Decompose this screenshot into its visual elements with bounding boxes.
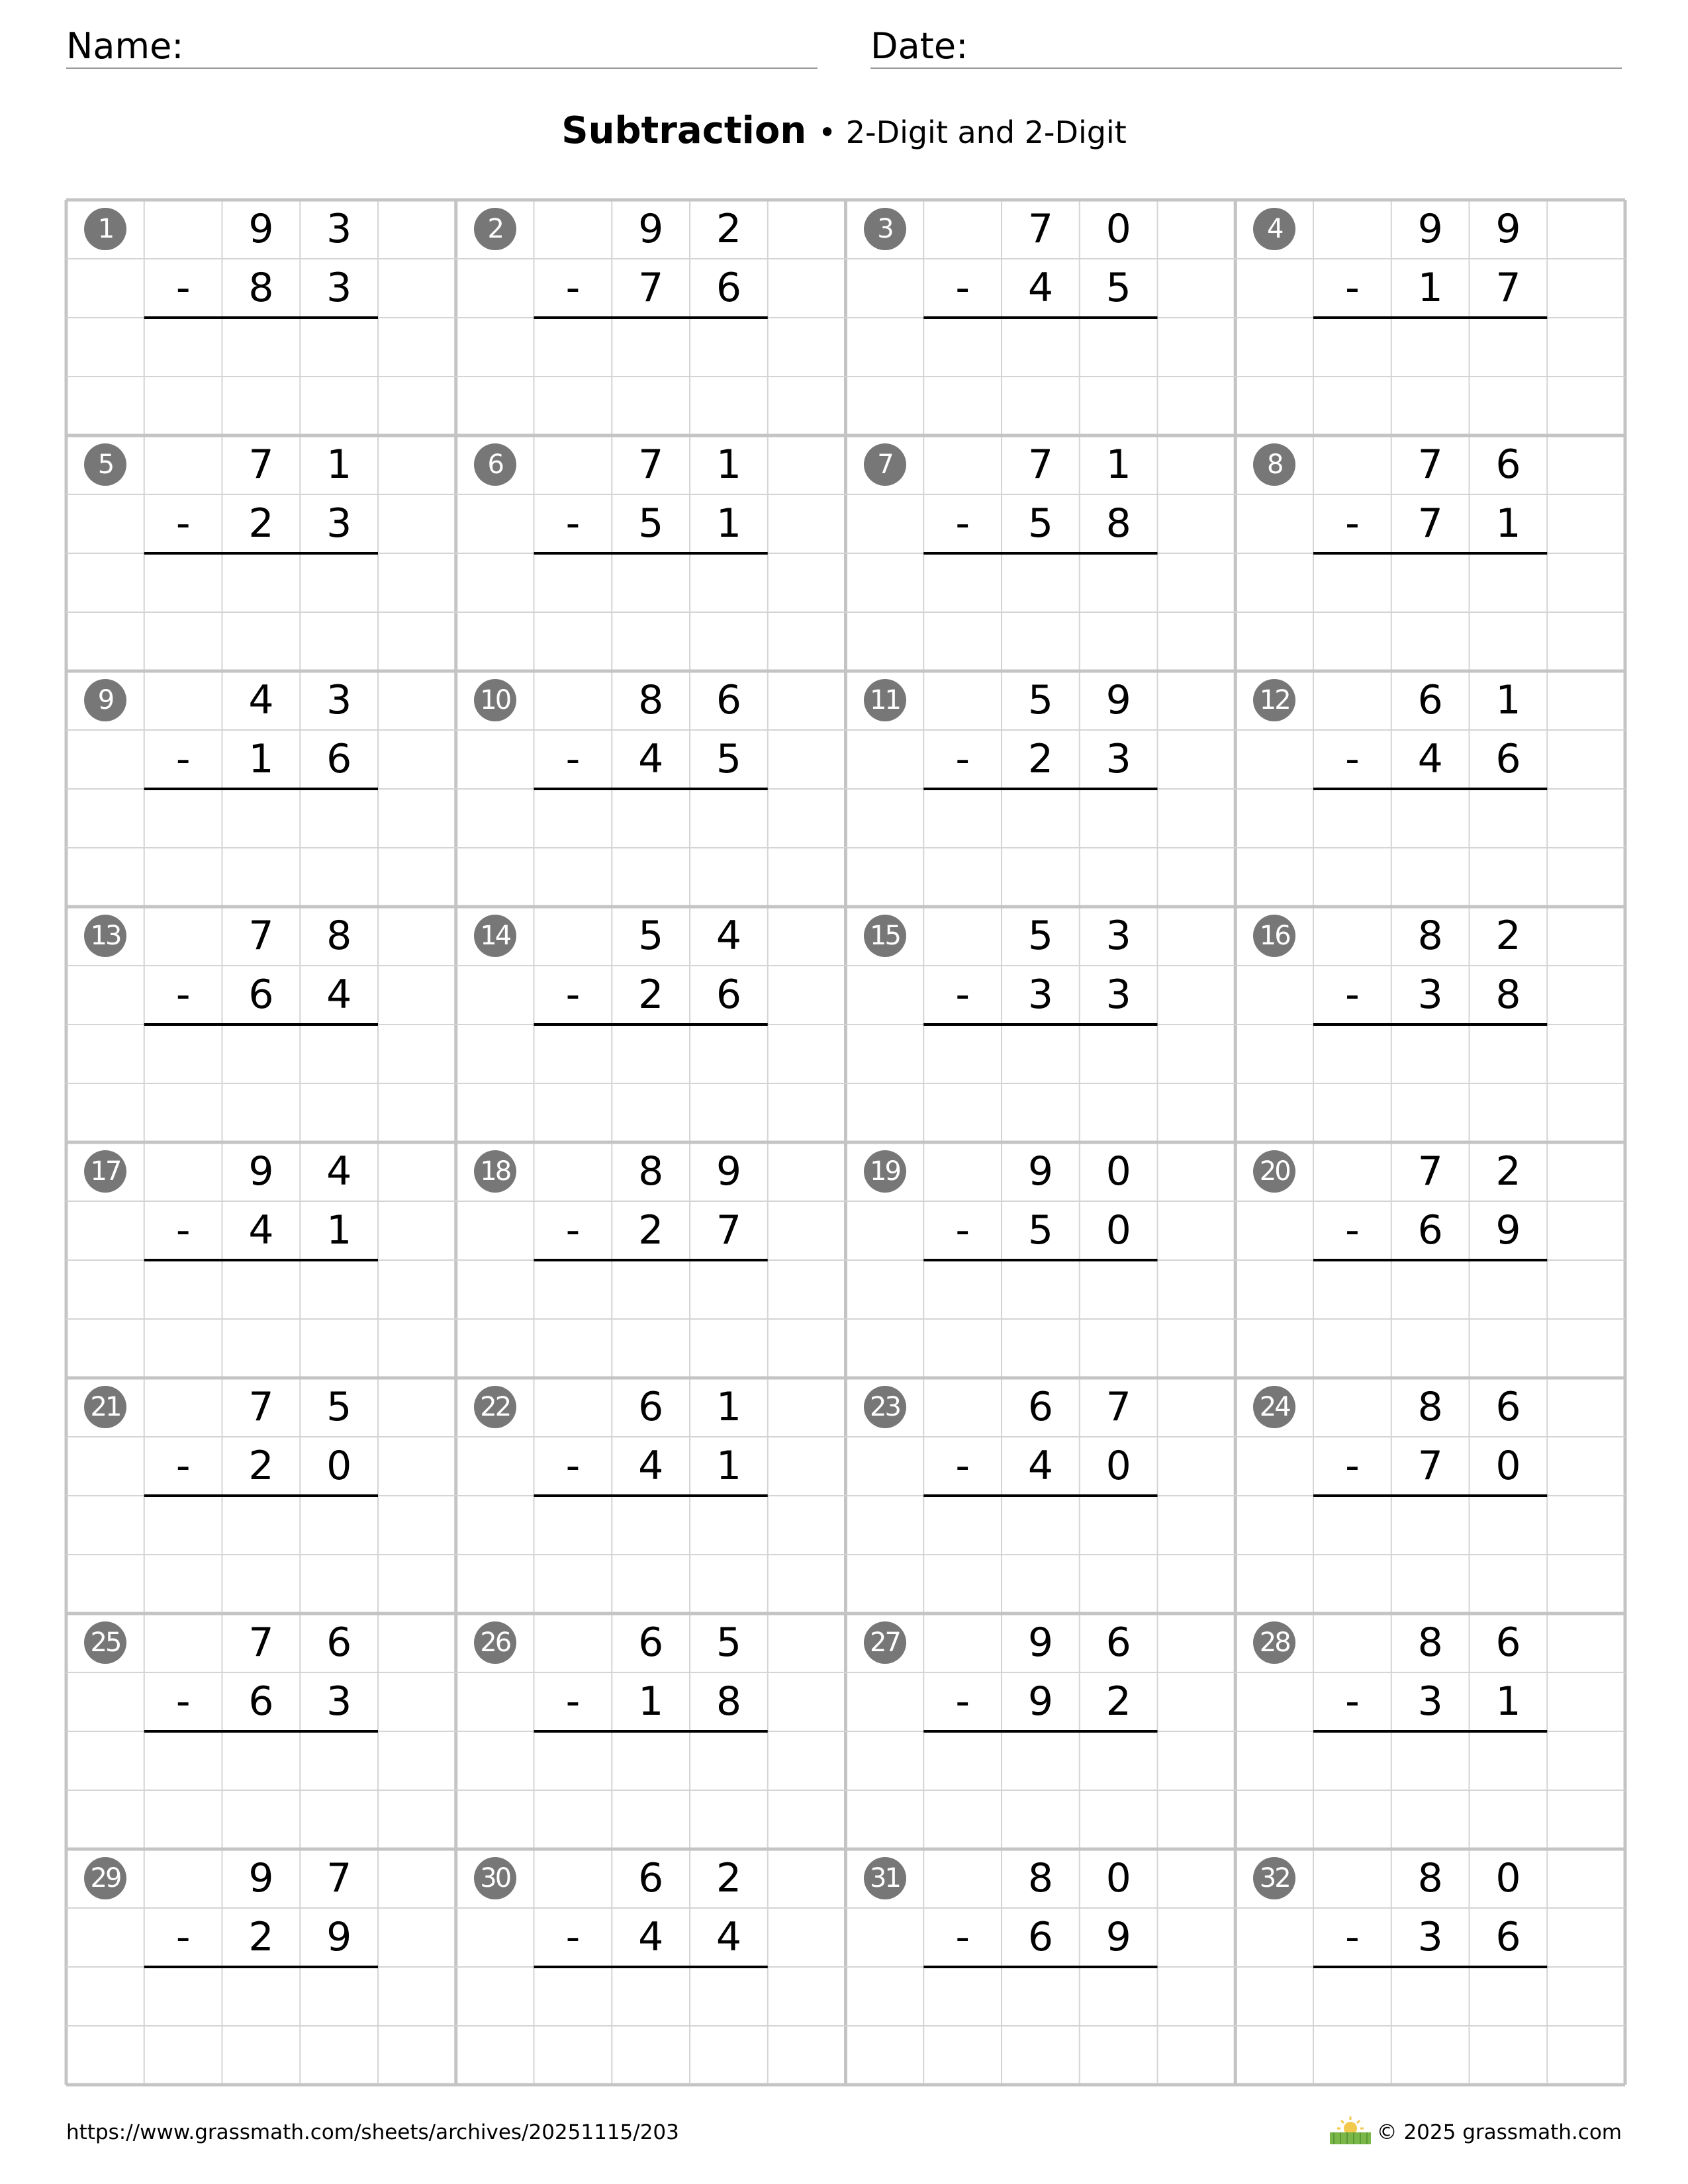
minus-sign: -: [955, 1678, 970, 1725]
problem-number-badge: 16: [1253, 915, 1295, 957]
minuend-tens-digit: 9: [1027, 1148, 1054, 1195]
minuend-tens-digit: 7: [248, 1619, 274, 1666]
minus-sign: -: [565, 500, 581, 547]
minuend-ones-digit: 2: [1495, 913, 1521, 959]
subtrahend-ones-digit: 3: [326, 500, 352, 547]
date-label: Date:: [870, 25, 968, 67]
minuend-ones-digit: 6: [1495, 1619, 1521, 1666]
minuend-tens-digit: 6: [638, 1619, 664, 1666]
subtrahend-tens-digit: 5: [1027, 500, 1054, 547]
problem-number-badge: 4: [1253, 208, 1295, 250]
subtrahend-tens-digit: 8: [248, 265, 274, 311]
problem-number-badge: 12: [1253, 679, 1295, 721]
subtrahend-ones-digit: 3: [326, 265, 352, 311]
subtrahend-ones-digit: 7: [1495, 265, 1521, 311]
minuend-tens-digit: 8: [638, 1148, 664, 1195]
minuend-ones-digit: 3: [326, 206, 352, 252]
minus-sign: -: [175, 1207, 191, 1253]
minuend-tens-digit: 4: [248, 677, 274, 723]
minuend-tens-digit: 6: [1417, 677, 1443, 723]
subtrahend-ones-digit: 5: [1105, 265, 1131, 311]
minuend-ones-digit: 8: [326, 913, 352, 959]
minuend-tens-digit: 9: [248, 1148, 274, 1195]
minus-sign: -: [1345, 736, 1360, 782]
minus-sign: -: [175, 1678, 191, 1725]
minuend-tens-digit: 7: [638, 441, 664, 488]
minuend-tens-digit: 7: [248, 1384, 274, 1430]
subtrahend-tens-digit: 4: [638, 736, 664, 782]
minus-sign: -: [1345, 1207, 1360, 1253]
minus-sign: -: [565, 1678, 581, 1725]
subtrahend-ones-digit: 4: [326, 972, 352, 1018]
problem-number-badge: 14: [474, 915, 516, 957]
minuend-ones-digit: 7: [326, 1855, 352, 1901]
problem-number-badge: 10: [474, 679, 516, 721]
subtrahend-ones-digit: 0: [1105, 1207, 1131, 1253]
minuend-ones-digit: 0: [1105, 206, 1131, 252]
subtrahend-ones-digit: 9: [1105, 1914, 1131, 1960]
minuend-ones-digit: 3: [326, 677, 352, 723]
minuend-tens-digit: 8: [1027, 1855, 1054, 1901]
subtrahend-tens-digit: 4: [1027, 265, 1054, 311]
minuend-ones-digit: 5: [716, 1619, 742, 1666]
problem-number-badge: 32: [1253, 1857, 1295, 1899]
minuend-tens-digit: 7: [1417, 1148, 1443, 1195]
title-main: Subtraction: [561, 109, 807, 152]
subtrahend-tens-digit: 3: [1417, 1678, 1443, 1725]
subtrahend-ones-digit: 2: [1105, 1678, 1131, 1725]
problem-number-badge: 7: [864, 443, 906, 486]
problem-number-badge: 3: [864, 208, 906, 250]
subtrahend-tens-digit: 3: [1417, 1914, 1443, 1960]
minuend-ones-digit: 2: [716, 1855, 742, 1901]
minuend-tens-digit: 8: [1417, 1384, 1443, 1430]
minus-sign: -: [565, 1207, 581, 1253]
name-label: Name:: [66, 25, 184, 67]
minus-sign: -: [955, 972, 970, 1018]
minuend-ones-digit: 2: [1495, 1148, 1521, 1195]
minuend-ones-digit: 5: [326, 1384, 352, 1430]
minuend-ones-digit: 0: [1495, 1855, 1521, 1901]
subtrahend-tens-digit: 4: [1417, 736, 1443, 782]
minuend-ones-digit: 1: [1105, 441, 1131, 488]
minuend-tens-digit: 5: [1027, 677, 1054, 723]
minuend-ones-digit: 9: [716, 1148, 742, 1195]
subtrahend-tens-digit: 7: [638, 265, 664, 311]
problem-number-badge: 29: [84, 1857, 126, 1899]
minus-sign: -: [175, 1914, 191, 1960]
minus-sign: -: [955, 500, 970, 547]
subtrahend-tens-digit: 4: [638, 1914, 664, 1960]
minus-sign: -: [175, 500, 191, 547]
footer-url[interactable]: https://www.grassmath.com/sheets/archives/20251115/203: [66, 2120, 679, 2144]
subtrahend-tens-digit: 1: [638, 1678, 664, 1725]
subtrahend-tens-digit: 6: [248, 1678, 274, 1725]
minuend-ones-digit: 1: [716, 1384, 742, 1430]
subtrahend-tens-digit: 2: [638, 972, 664, 1018]
subtrahend-tens-digit: 5: [638, 500, 664, 547]
minus-sign: -: [955, 736, 970, 782]
subtrahend-ones-digit: 0: [1495, 1443, 1521, 1489]
minuend-tens-digit: 8: [1417, 1619, 1443, 1666]
subtrahend-tens-digit: 2: [248, 1443, 274, 1489]
minuend-ones-digit: 4: [716, 913, 742, 959]
minuend-tens-digit: 7: [248, 441, 274, 488]
subtrahend-ones-digit: 7: [716, 1207, 742, 1253]
subtrahend-ones-digit: 5: [716, 736, 742, 782]
minus-sign: -: [175, 1443, 191, 1489]
minuend-tens-digit: 9: [248, 1855, 274, 1901]
minuend-tens-digit: 9: [1027, 1619, 1054, 1666]
minuend-tens-digit: 7: [1027, 441, 1054, 488]
problem-number-badge: 2: [474, 208, 516, 250]
subtrahend-ones-digit: 1: [326, 1207, 352, 1253]
problem-number-badge: 8: [1253, 443, 1295, 486]
subtrahend-ones-digit: 8: [1105, 500, 1131, 547]
problem-number-badge: 28: [1253, 1621, 1295, 1664]
minuend-ones-digit: 1: [326, 441, 352, 488]
minus-sign: -: [1345, 1678, 1360, 1725]
problem-number-badge: 25: [84, 1621, 126, 1664]
subtrahend-ones-digit: 3: [1105, 972, 1131, 1018]
subtrahend-ones-digit: 0: [326, 1443, 352, 1489]
minus-sign: -: [175, 736, 191, 782]
subtrahend-ones-digit: 4: [716, 1914, 742, 1960]
minus-sign: -: [1345, 1443, 1360, 1489]
minus-sign: -: [1345, 265, 1360, 311]
subtrahend-ones-digit: 0: [1105, 1443, 1131, 1489]
minuend-tens-digit: 8: [638, 677, 664, 723]
problem-number-badge: 23: [864, 1386, 906, 1428]
minuend-ones-digit: 0: [1105, 1148, 1131, 1195]
problem-number-badge: 21: [84, 1386, 126, 1428]
minuend-ones-digit: 6: [716, 677, 742, 723]
subtrahend-ones-digit: 1: [716, 1443, 742, 1489]
minuend-tens-digit: 9: [248, 206, 274, 252]
minus-sign: -: [1345, 972, 1360, 1018]
problem-number-badge: 13: [84, 915, 126, 957]
minus-sign: -: [955, 1914, 970, 1960]
subtrahend-tens-digit: 2: [248, 500, 274, 547]
minuend-tens-digit: 7: [1027, 206, 1054, 252]
minuend-ones-digit: 6: [1105, 1619, 1131, 1666]
minuend-tens-digit: 8: [1417, 913, 1443, 959]
subtrahend-tens-digit: 4: [1027, 1443, 1054, 1489]
title-subtitle: • 2-Digit and 2-Digit: [818, 114, 1127, 150]
subtrahend-ones-digit: 6: [1495, 1914, 1521, 1960]
subtrahend-ones-digit: 8: [1495, 972, 1521, 1018]
grass-sun-logo-icon: [1327, 2115, 1374, 2144]
subtrahend-ones-digit: 3: [1105, 736, 1131, 782]
subtrahend-tens-digit: 6: [1417, 1207, 1443, 1253]
minuend-tens-digit: 9: [638, 206, 664, 252]
subtrahend-ones-digit: 1: [1495, 1678, 1521, 1725]
problem-number-badge: 27: [864, 1621, 906, 1664]
subtrahend-tens-digit: 2: [638, 1207, 664, 1253]
subtrahend-tens-digit: 3: [1027, 972, 1054, 1018]
minuend-ones-digit: 4: [326, 1148, 352, 1195]
subtrahend-tens-digit: 1: [1417, 265, 1443, 311]
minuend-ones-digit: 7: [1105, 1384, 1131, 1430]
subtrahend-ones-digit: 6: [1495, 736, 1521, 782]
problem-number-badge: 26: [474, 1621, 516, 1664]
minus-sign: -: [175, 265, 191, 311]
subtrahend-tens-digit: 3: [1417, 972, 1443, 1018]
problem-number-badge: 18: [474, 1150, 516, 1193]
minuend-ones-digit: 6: [326, 1619, 352, 1666]
subtrahend-tens-digit: 2: [1027, 736, 1054, 782]
minuend-tens-digit: 5: [1027, 913, 1054, 959]
minus-sign: -: [1345, 1914, 1360, 1960]
minuend-tens-digit: 5: [638, 913, 664, 959]
problem-number-badge: 1: [84, 208, 126, 250]
minuend-tens-digit: 6: [1027, 1384, 1054, 1430]
minuend-tens-digit: 7: [1417, 441, 1443, 488]
problem-number-badge: 31: [864, 1857, 906, 1899]
footer-copyright: © 2025 grassmath.com: [1376, 2120, 1622, 2144]
minus-sign: -: [565, 972, 581, 1018]
minuend-tens-digit: 6: [638, 1855, 664, 1901]
subtrahend-tens-digit: 2: [248, 1914, 274, 1960]
minuend-ones-digit: 3: [1105, 913, 1131, 959]
minuend-ones-digit: 1: [716, 441, 742, 488]
subtrahend-tens-digit: 9: [1027, 1678, 1054, 1725]
subtrahend-ones-digit: 6: [326, 736, 352, 782]
minus-sign: -: [565, 1914, 581, 1960]
minuend-ones-digit: 6: [1495, 441, 1521, 488]
minuend-tens-digit: 8: [1417, 1855, 1443, 1901]
subtrahend-ones-digit: 8: [716, 1678, 742, 1725]
minuend-ones-digit: 9: [1495, 206, 1521, 252]
subtrahend-tens-digit: 5: [1027, 1207, 1054, 1253]
minus-sign: -: [1345, 500, 1360, 547]
subtrahend-tens-digit: 7: [1417, 1443, 1443, 1489]
problem-number-badge: 6: [474, 443, 516, 486]
problem-number-badge: 15: [864, 915, 906, 957]
problem-number-badge: 19: [864, 1150, 906, 1193]
subtrahend-ones-digit: 9: [326, 1914, 352, 1960]
minuend-ones-digit: 6: [1495, 1384, 1521, 1430]
minuend-tens-digit: 9: [1417, 206, 1443, 252]
subtrahend-ones-digit: 9: [1495, 1207, 1521, 1253]
subtrahend-tens-digit: 6: [1027, 1914, 1054, 1960]
minus-sign: -: [955, 1443, 970, 1489]
problem-number-badge: 22: [474, 1386, 516, 1428]
subtrahend-tens-digit: 7: [1417, 500, 1443, 547]
minus-sign: -: [175, 972, 191, 1018]
subtrahend-ones-digit: 6: [716, 265, 742, 311]
problem-number-badge: 11: [864, 679, 906, 721]
subtrahend-tens-digit: 1: [248, 736, 274, 782]
minus-sign: -: [955, 1207, 970, 1253]
subtrahend-tens-digit: 4: [248, 1207, 274, 1253]
minuend-tens-digit: 7: [248, 913, 274, 959]
minus-sign: -: [565, 736, 581, 782]
problem-number-badge: 17: [84, 1150, 126, 1193]
minuend-tens-digit: 6: [638, 1384, 664, 1430]
subtrahend-ones-digit: 3: [326, 1678, 352, 1725]
subtrahend-tens-digit: 6: [248, 972, 274, 1018]
minus-sign: -: [565, 265, 581, 311]
subtrahend-ones-digit: 1: [1495, 500, 1521, 547]
minus-sign: -: [955, 265, 970, 311]
subtrahend-tens-digit: 4: [638, 1443, 664, 1489]
minuend-ones-digit: 9: [1105, 677, 1131, 723]
minus-sign: -: [565, 1443, 581, 1489]
problem-number-badge: 5: [84, 443, 126, 486]
problem-number-badge: 20: [1253, 1150, 1295, 1193]
subtrahend-ones-digit: 1: [716, 500, 742, 547]
minuend-ones-digit: 0: [1105, 1855, 1131, 1901]
minuend-ones-digit: 1: [1495, 677, 1521, 723]
problem-number-badge: 24: [1253, 1386, 1295, 1428]
problem-number-badge: 9: [84, 679, 126, 721]
minuend-ones-digit: 2: [716, 206, 742, 252]
subtrahend-ones-digit: 6: [716, 972, 742, 1018]
problem-number-badge: 30: [474, 1857, 516, 1899]
